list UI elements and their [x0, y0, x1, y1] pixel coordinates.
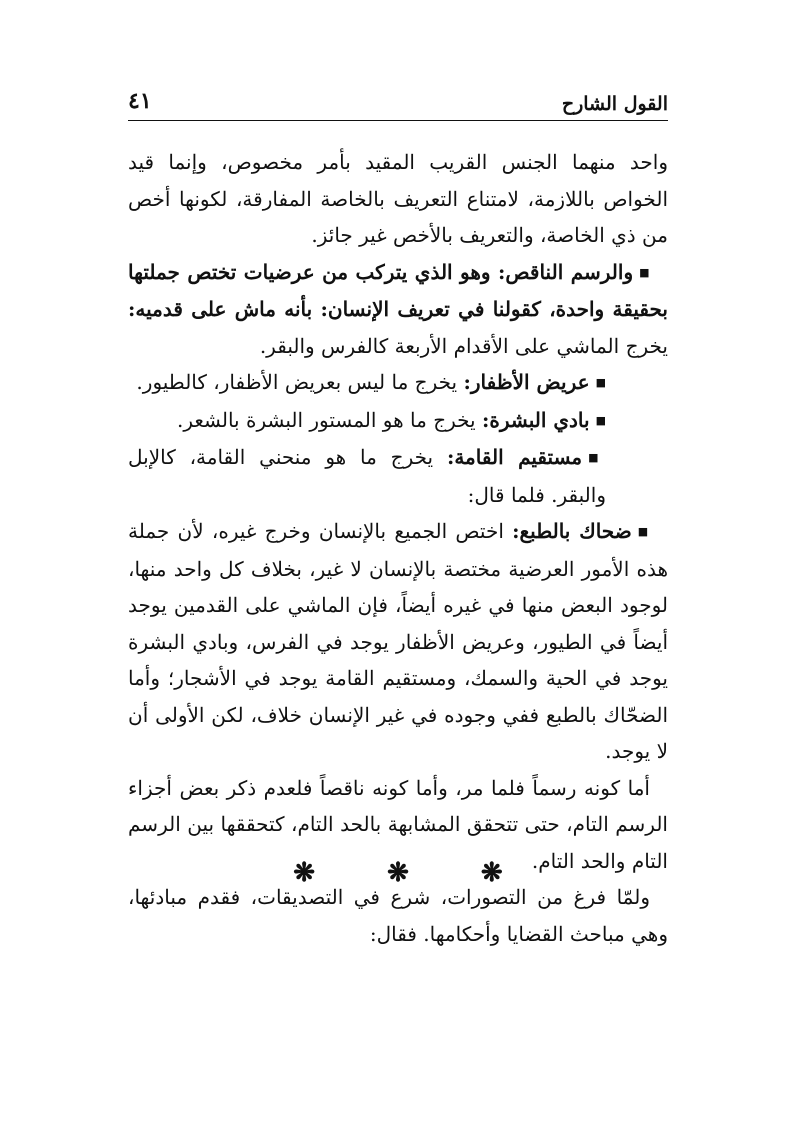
bullet-text: يخرج ما هو منحني القامة، كالإبل والبقر. فلما قال: [128, 445, 606, 507]
page-header [128, 86, 668, 121]
paragraph-incomplete-description [128, 254, 668, 365]
definition-text: يخرج الماشي على الأقدام الأربعة كالفرس والبقر. [259, 333, 668, 358]
bullet-text: اختص الجميع بالإنسان وخرج غيره، لأن جملة هذه الأمور العرضية مختصة بالإنسان لا غير، بخلاف كل واحد منها، لوجود البعض منها في غيره أيضاً، فإن الماشي على القدمين يوجد أيضاً في الطيور، وعريض الأظفار يوجد في الفرس، وبادي البشرة يوجد في الحية والسمك، ومستقيم القامة يوجد في الأشجار؛ وأما الضحّاك بالطبع ففي وجوده في غير الإنسان خلاف، لكن الأولى أن لا يوجد. [128, 519, 668, 763]
bullet-term: ضحاك بالطبع: [512, 519, 632, 543]
bullet-item-laughing [128, 513, 668, 770]
definition-term: والرسم الناقص: وهو الذي يتركب من عرضيات تختص جملتها بحقيقة واحدة، كقولنا في تعريف الإنسان: بأنه ماش على قدميه: [128, 259, 668, 321]
bullet-term: عريض الأظفار: [463, 370, 590, 394]
square-bullet-icon: ■ [595, 376, 606, 389]
paragraph-4: ولمّا فرغ من التصورات، شرع في التصديقات، فقدم مبادئها، وهي مباحث القضايا وأحكامها. فقال: [128, 885, 668, 946]
paragraph-3: أما كونه رسماً فلما مر، وأما كونه ناقصاً فلعدم ذكر بعض أجزاء الرسم التام، حتى تتحقق المشابهة بالحد التام، كتحققها بين الرسم التام والحد التام. [128, 775, 668, 873]
bullet-text: يخرج ما هو المستور البشرة بالشعر. [176, 407, 476, 432]
section-divider [128, 858, 668, 888]
bullet-item-upright-stature [128, 439, 668, 513]
paragraph-1: واحد منهما الجنس القريب المقيد بأمر مخصوص، وإنما قيد الخواص باللازمة، لامتناع التعريف بالخاصة المفارقة، لكونها أخص من ذي الخاصة، والتعريف بالأخص غير جائز. [128, 150, 668, 247]
bullet-term: بادي البشرة: [481, 407, 590, 432]
bullet-item-broad-nails [128, 364, 668, 402]
bullet-text: يخرج ما ليس بعريض الأظفار، كالطيور. [136, 370, 458, 394]
page-body [128, 144, 668, 952]
asterism-ornament-icon: ❋ [387, 858, 409, 888]
bullet-term: مستقيم القامة: [446, 445, 583, 469]
asterism-ornament-icon: ❋ [480, 858, 503, 888]
square-bullet-icon: ■ [639, 265, 650, 279]
asterism-ornament-icon: ❋ [293, 858, 316, 888]
running-title: القول الشارح [561, 93, 668, 115]
page-number: ٤١ [128, 88, 152, 114]
bullet-item-visible-skin [128, 402, 668, 440]
square-bullet-icon: ■ [637, 525, 650, 538]
square-bullet-icon: ■ [595, 413, 606, 427]
square-bullet-icon: ■ [588, 451, 606, 464]
